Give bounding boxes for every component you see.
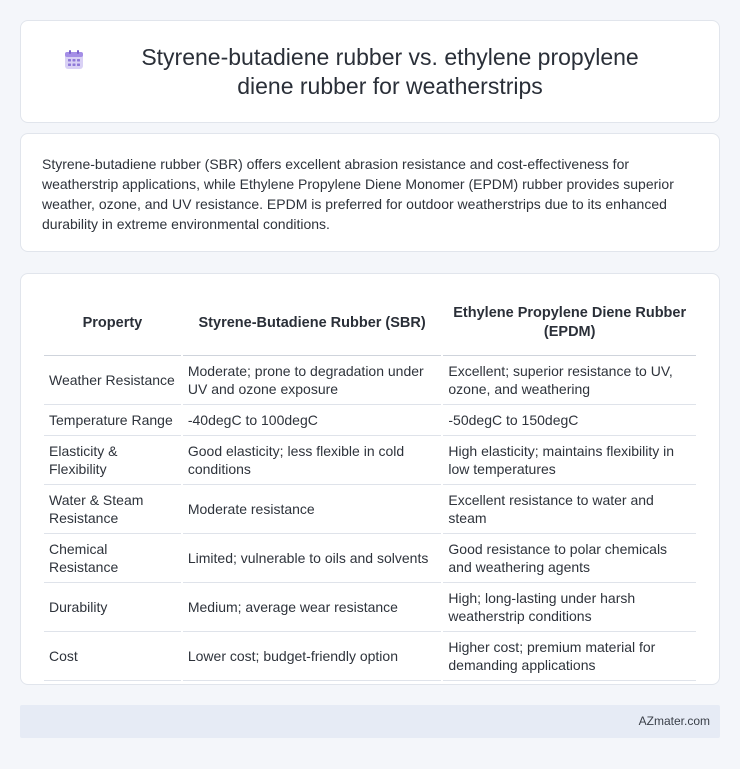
epdm-cell: Higher cost; premium material for demanding applications (443, 632, 696, 681)
title-card (20, 20, 720, 123)
header-sbr: Styrene-Butadiene Rubber (SBR) (183, 294, 442, 356)
table-row (44, 583, 696, 632)
epdm-cell: Excellent; superior resistance to UV, ozone, and weathering (443, 356, 696, 405)
comparison-card (20, 273, 720, 685)
table-header-row (44, 294, 696, 356)
table-row (44, 356, 696, 405)
epdm-cell: -50degC to 150degC (443, 405, 696, 436)
footer-bar (20, 705, 720, 738)
table-row (44, 485, 696, 534)
property-cell: Cost (44, 632, 181, 681)
sbr-cell: Good elasticity; less flexible in cold conditions (183, 436, 442, 485)
sbr-cell: -40degC to 100degC (183, 405, 442, 436)
sbr-cell: Lower cost; budget-friendly option (183, 632, 442, 681)
epdm-cell: Good resistance to polar chemicals and weathering agents (443, 534, 696, 583)
sbr-cell: Medium; average wear resistance (183, 583, 442, 632)
property-cell: Weather Resistance (44, 356, 181, 405)
sbr-cell: Moderate resistance (183, 485, 442, 534)
table-row (44, 436, 696, 485)
property-cell: Water & Steam Resistance (44, 485, 181, 534)
property-cell: Chemical Resistance (44, 534, 181, 583)
summary-paragraph: Styrene-butadiene rubber (SBR) offers excellent abrasion resistance and cost-effectiveness for weatherstrip applications, while Ethylene Propylene Diene Monomer (EPDM) rubber provides superior weather, ozone, and UV resistance. EPDM is preferred for outdoor weatherstrips due to its enhanced durability in extreme environmental conditions. (42, 156, 674, 232)
page-title: Styrene-butadiene rubber vs. ethylene propylene diene rubber for weatherstrips (141, 43, 639, 99)
sbr-cell: Moderate; prone to degradation under UV and ozone exposure (183, 356, 442, 405)
header-epdm: Ethylene Propylene Diene Rubber (EPDM) (443, 294, 696, 356)
header-property: Property (44, 294, 181, 356)
epdm-cell: High; long-lasting under harsh weatherstrip conditions (443, 583, 696, 632)
sbr-cell: Limited; vulnerable to oils and solvents (183, 534, 442, 583)
table-row (44, 405, 696, 436)
property-cell: Temperature Range (44, 405, 181, 436)
table-row (44, 534, 696, 583)
footer-brand: AZmater.com (638, 714, 710, 728)
comparison-table (42, 294, 698, 681)
summary-card (20, 133, 720, 252)
property-cell: Elasticity & Flexibility (44, 436, 181, 485)
table-row (44, 632, 696, 681)
epdm-cell: High elasticity; maintains flexibility in low temperatures (443, 436, 696, 485)
epdm-cell: Excellent resistance to water and steam (443, 485, 696, 534)
property-cell: Durability (44, 583, 181, 632)
